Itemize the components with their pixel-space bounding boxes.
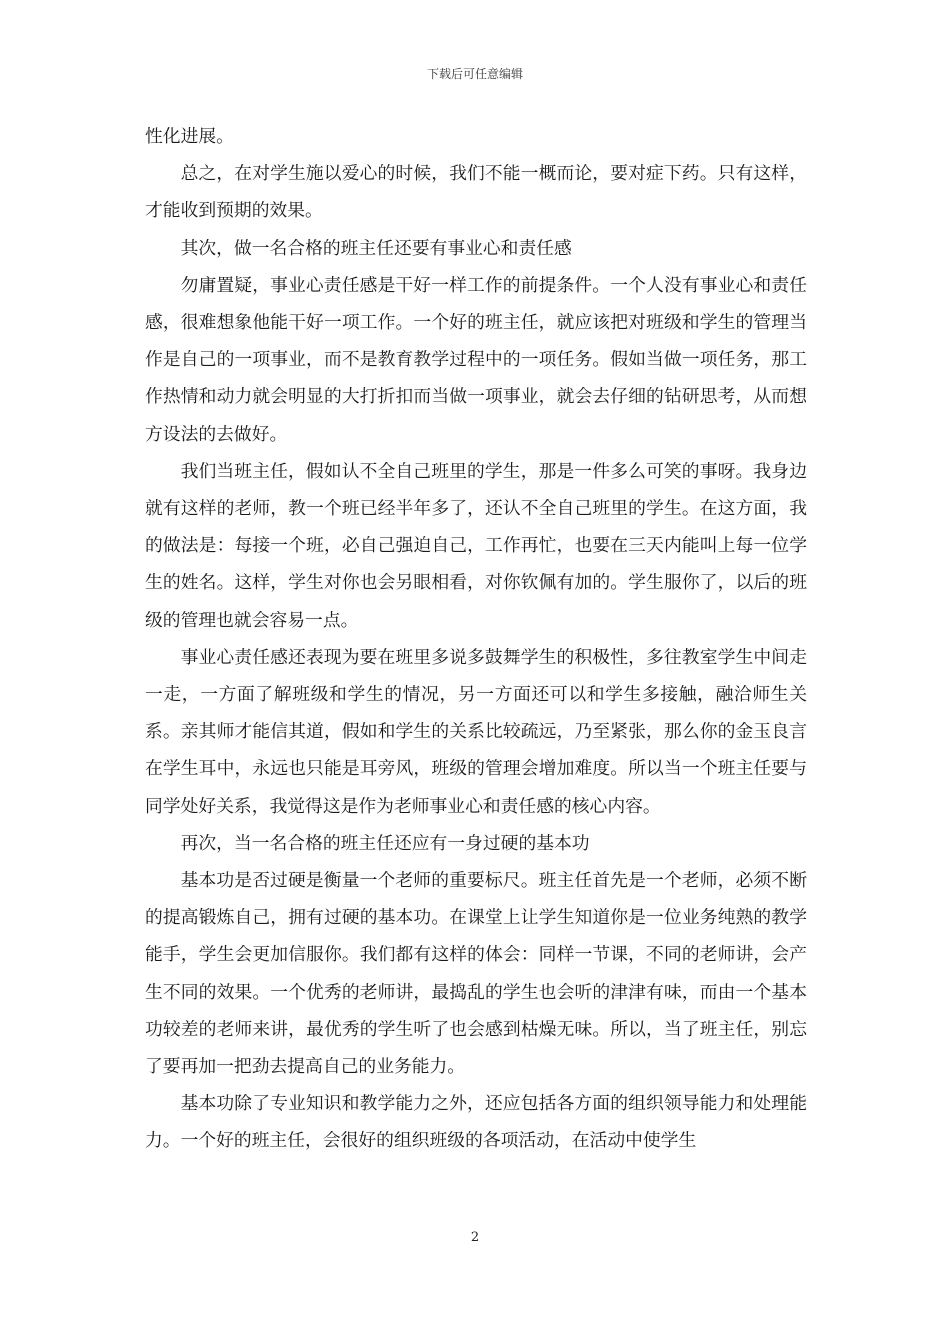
paragraph: 性化进展。 — [145, 126, 234, 147]
paragraph: 总之，在对学生施以爱心的时候，我们不能一概而论，要对症下药。只有这样，才能收到预期的效果。 — [145, 163, 807, 222]
paragraph: 基本功除了专业知识和教学能力之外，还应包括各方面的组织领导能力和处理能力。一个好的班主任，会很好的组织班级的各项活动，在活动中使学生 — [145, 1093, 807, 1152]
section-heading: 其次，做一名合格的班主任还要有事业心和责任感 — [180, 237, 572, 259]
paragraph: 基本功是否过硬是衡量一个老师的重要标尺。班主任首先是一个老师，必须不断的提高锻炼自己，拥有过硬的基本功。在课堂上让学生知道你是一位业务纯熟的教学能手，学生会更加信服你。我们都有这样的体会：同样一节课，不同的老师讲，会产生不同的效果。一个优秀的老师讲，最捣乱的学生也会听的津津有味，而由一个基本功较差的老师来讲，最优秀的学生听了也会感到枯燥无味。所以，当了班主任，别忘了要再加一把劲去提高自己的业务能力。 — [145, 870, 807, 1078]
paragraph: 事业心责任感还表现为要在班里多说多鼓舞学生的积极性，多往教室学生中间走一走，一方面了解班级和学生的情况，另一方面还可以和学生多接触，融洽师生关系。亲其师才能信其道，假如和学生的关系比较疏远，乃至紧张，那么你的金玉良言在学生耳中，永远也只能是耳旁风，班级的管理会增加难度。所以当一个班主任要与同学处好关系，我觉得这是作为老师事业心和责任感的核心内容。 — [145, 646, 807, 817]
section-heading: 再次，当一名合格的班主任还应有一身过硬的基本功 — [180, 832, 590, 854]
paragraph: 我们当班主任，假如认不全自己班里的学生，那是一件多么可笑的事呀。我身边就有这样的老师，教一个班已经半年多了，还认不全自己班里的学生。在这方面，我的做法是：每接一个班，必自己强迫自己，工作再忙，也要在三天内能叫上每一位学生的姓名。这样，学生对你也会另眼相看，对你钦佩有加的。学生服你了，以后的班级的管理也就会容易一点。 — [145, 460, 807, 631]
page-number: 2 — [470, 1230, 480, 1245]
page-header: 下载后可任意编辑 — [426, 67, 523, 81]
document-body — [145, 118, 807, 1160]
paragraph: 勿庸置疑，事业心责任感是干好一样工作的前提条件。一个人没有事业心和责任感，很难想象他能干好一项工作。一个好的班主任，就应该把对班级和学生的管理当作是自己的一项事业，而不是教育教学过程中的一项任务。假如当做一项任务，那工作热情和动力就会明显的大打折扣而当做一项事业，就会去仔细的钻研思考，从而想方设法的去做好。 — [145, 274, 807, 445]
